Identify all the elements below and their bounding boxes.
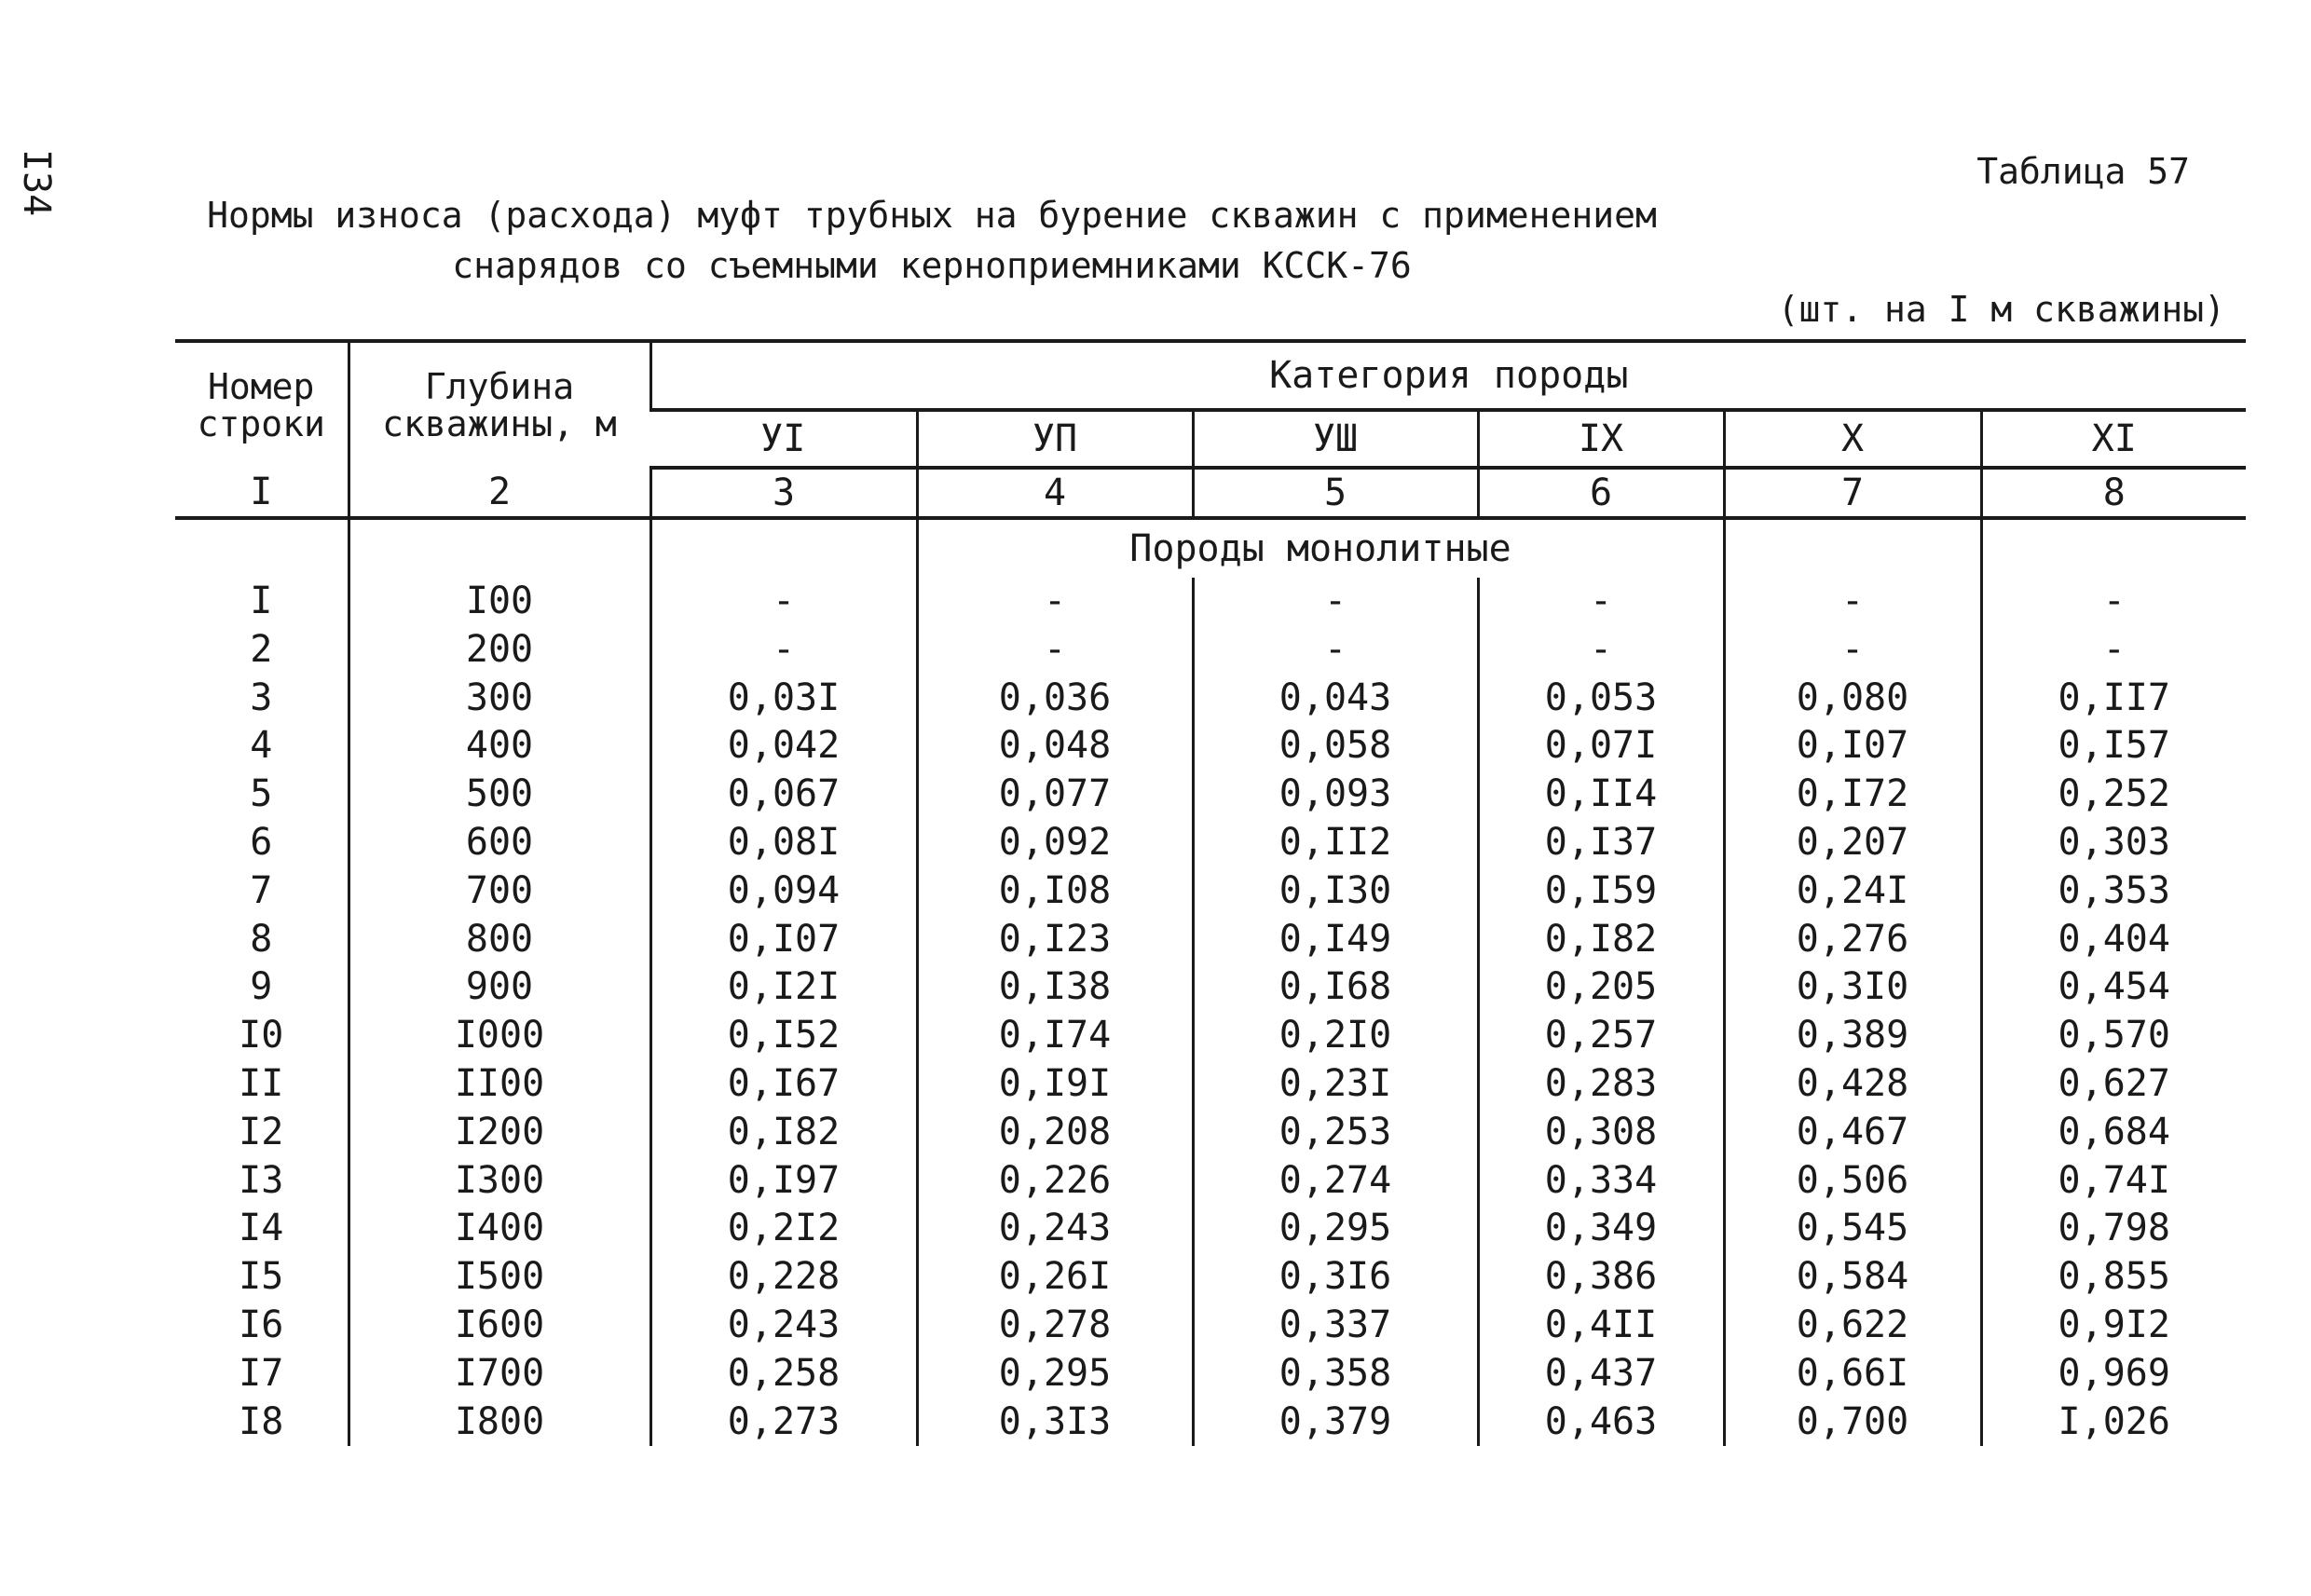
value-cell: 0,I08 (917, 867, 1193, 916)
value-cell: 0,295 (1193, 1205, 1478, 1253)
value-cell: - (1193, 626, 1478, 675)
value-cell: 0,4II (1478, 1302, 1724, 1350)
value-cell: 0,545 (1724, 1205, 1981, 1253)
value-cell: 0,258 (650, 1350, 917, 1398)
value-cell: - (1478, 578, 1724, 626)
value-cell: 0,I07 (650, 916, 917, 964)
value-cell: 0,798 (1981, 1205, 2246, 1253)
value-cell: 0,I38 (917, 963, 1193, 1012)
value-cell: - (650, 578, 917, 626)
row-number-cell: 9 (250, 965, 273, 1009)
row-number-cell: I4 (239, 1207, 284, 1250)
row-number-cell: II (239, 1061, 284, 1105)
row-number-cell: 4 (250, 724, 273, 768)
value-cell: 0,252 (1981, 771, 2246, 819)
depth-cell: 800 (349, 916, 650, 964)
value-cell: 0,23I (1193, 1060, 1478, 1109)
table-row (175, 1302, 2246, 1350)
row-number-cell: 7 (250, 868, 273, 912)
value-cell: 0,036 (917, 675, 1193, 723)
value-cell: 0,058 (1193, 722, 1478, 771)
value-cell: 0,24I (1724, 867, 1981, 916)
table-row (175, 867, 2246, 916)
depth-cell: 200 (349, 626, 650, 675)
value-cell: - (1724, 578, 1981, 626)
value-cell: 0,428 (1724, 1060, 1981, 1109)
value-cell: 0,093 (1193, 771, 1478, 819)
value-cell: 0,207 (1724, 819, 1981, 867)
value-cell: 0,208 (917, 1109, 1193, 1157)
value-cell: 0,684 (1981, 1109, 2246, 1157)
depth-cell: I000 (349, 1012, 650, 1060)
value-cell: 0,I74 (917, 1012, 1193, 1060)
table-label: Таблица 57 (1976, 151, 2190, 192)
depth-cell: I400 (349, 1205, 650, 1253)
row-number-cell: 3 (250, 675, 273, 719)
depth-cell: II00 (349, 1060, 650, 1109)
value-cell: - (1478, 626, 1724, 675)
value-cell: 0,I07 (1724, 722, 1981, 771)
value-cell: 0,I37 (1478, 819, 1724, 867)
value-cell: 0,353 (1981, 867, 2246, 916)
category-header: УШ (1193, 410, 1478, 468)
value-cell: 0,334 (1478, 1157, 1724, 1206)
value-cell: 0,I68 (1193, 963, 1478, 1012)
value-cell: - (650, 626, 917, 675)
value-cell: 0,077 (917, 771, 1193, 819)
depth-cell: I500 (349, 1253, 650, 1302)
value-cell: 0,389 (1724, 1012, 1981, 1060)
value-cell: 0,2I2 (650, 1205, 917, 1253)
depth-cell: 500 (349, 771, 650, 819)
table-title-line-1: Нормы износа (расхода) муфт трубных на бурение скважин с применением (207, 195, 1657, 236)
value-cell: 0,I82 (1478, 916, 1724, 964)
depth-cell: 900 (349, 963, 650, 1012)
value-cell: 0,067 (650, 771, 917, 819)
value-cell: 0,03I (650, 675, 917, 723)
value-cell: 0,243 (650, 1302, 917, 1350)
table-row (175, 1253, 2246, 1302)
value-cell: 0,404 (1981, 916, 2246, 964)
depth-cell: 300 (349, 675, 650, 723)
row-number-cell: 6 (250, 820, 273, 864)
value-cell: - (1981, 578, 2246, 626)
column-number: 8 (1981, 468, 2246, 518)
value-cell: 0,283 (1478, 1060, 1724, 1109)
row-number-cell: I (250, 580, 273, 622)
value-cell: 0,043 (1193, 675, 1478, 723)
header-category: Категория породы (650, 341, 2246, 410)
value-cell: 0,07I (1478, 722, 1724, 771)
depth-cell: I300 (349, 1157, 650, 1206)
table-row (175, 1012, 2246, 1060)
depth-cell: 700 (349, 867, 650, 916)
value-cell: 0,66I (1724, 1350, 1981, 1398)
table-row (175, 1350, 2246, 1398)
depth-cell: I700 (349, 1350, 650, 1398)
table-row (175, 1109, 2246, 1157)
value-cell: 0,II2 (1193, 819, 1478, 867)
value-cell: 0,I2I (650, 963, 917, 1012)
column-number: 5 (1193, 468, 1478, 518)
value-cell: 0,205 (1478, 963, 1724, 1012)
value-cell: 0,308 (1478, 1109, 1724, 1157)
value-cell: 0,855 (1981, 1253, 2246, 1302)
table-row (175, 771, 2246, 819)
value-cell: 0,303 (1981, 819, 2246, 867)
value-cell: 0,700 (1724, 1398, 1981, 1447)
value-cell: 0,I97 (650, 1157, 917, 1206)
value-cell: 0,349 (1478, 1205, 1724, 1253)
row-number-cell: I0 (239, 1014, 284, 1057)
category-header: IX (1478, 410, 1724, 468)
category-header: XI (1981, 410, 2246, 468)
value-cell: 0,2I0 (1193, 1012, 1478, 1060)
value-cell: - (917, 578, 1193, 626)
value-cell: 0,092 (917, 819, 1193, 867)
column-number: 7 (1724, 468, 1981, 518)
value-cell: 0,I49 (1193, 916, 1478, 964)
value-cell: 0,080 (1724, 675, 1981, 723)
value-cell: 0,048 (917, 722, 1193, 771)
section-row (175, 518, 2246, 578)
value-cell: 0,278 (917, 1302, 1193, 1350)
value-cell: 0,08I (650, 819, 917, 867)
table-row (175, 1398, 2246, 1447)
value-cell: I,026 (1981, 1398, 2246, 1447)
row-number-cell: 5 (250, 772, 273, 816)
table-row (175, 1060, 2246, 1109)
header-row-number: Номер строки (175, 341, 349, 468)
value-cell: 0,969 (1981, 1350, 2246, 1398)
depth-cell: I00 (349, 578, 650, 626)
value-cell: 0,3I6 (1193, 1253, 1478, 1302)
row-number-cell: I5 (239, 1255, 284, 1299)
value-cell: 0,337 (1193, 1302, 1478, 1350)
norms-table (175, 339, 2246, 1446)
column-number: 6 (1478, 468, 1724, 518)
value-cell: 0,3I0 (1724, 963, 1981, 1012)
units-note: (шт. на I м скважины) (1777, 289, 2225, 330)
value-cell: 0,257 (1478, 1012, 1724, 1060)
value-cell: 0,386 (1478, 1253, 1724, 1302)
value-cell: 0,627 (1981, 1060, 2246, 1109)
table-row (175, 963, 2246, 1012)
row-number-cell: I6 (239, 1303, 284, 1346)
value-cell: 0,I67 (650, 1060, 917, 1109)
value-cell: 0,276 (1724, 916, 1981, 964)
depth-cell: 600 (349, 819, 650, 867)
value-cell: 0,I59 (1478, 867, 1724, 916)
depth-cell: I800 (349, 1398, 650, 1447)
table-row (175, 1157, 2246, 1206)
category-header: УП (917, 410, 1193, 468)
page-number: I34 (15, 149, 58, 217)
value-cell: 0,I82 (650, 1109, 917, 1157)
value-cell: 0,437 (1478, 1350, 1724, 1398)
value-cell: - (1981, 626, 2246, 675)
value-cell: 0,053 (1478, 675, 1724, 723)
value-cell: 0,454 (1981, 963, 2246, 1012)
row-number-cell: I8 (239, 1399, 284, 1443)
value-cell: 0,379 (1193, 1398, 1478, 1447)
table-row (175, 819, 2246, 867)
value-cell: 0,094 (650, 867, 917, 916)
value-cell: - (917, 626, 1193, 675)
header-depth: Глубина скважины, м (349, 341, 650, 468)
section-title: Породы монолитные (917, 518, 1724, 578)
value-cell: 0,274 (1193, 1157, 1478, 1206)
value-cell: 0,II7 (1981, 675, 2246, 723)
column-number: 4 (917, 468, 1193, 518)
depth-cell: I600 (349, 1302, 650, 1350)
table-row (175, 722, 2246, 771)
value-cell: 0,273 (650, 1398, 917, 1447)
value-cell: 0,042 (650, 722, 917, 771)
row-number-cell: I7 (239, 1351, 284, 1395)
row-number-cell: I3 (239, 1158, 284, 1202)
column-number: I (175, 468, 349, 518)
table-row (175, 916, 2246, 964)
value-cell: 0,467 (1724, 1109, 1981, 1157)
row-number-cell: 2 (250, 627, 273, 671)
table-row (175, 675, 2246, 723)
value-cell: 0,74I (1981, 1157, 2246, 1206)
value-cell: 0,584 (1724, 1253, 1981, 1302)
table-row (175, 1205, 2246, 1253)
table-row (175, 578, 2246, 626)
value-cell: - (1193, 578, 1478, 626)
depth-cell: 400 (349, 722, 650, 771)
column-number: 2 (349, 468, 650, 518)
value-cell: 0,243 (917, 1205, 1193, 1253)
value-cell: 0,I52 (650, 1012, 917, 1060)
value-cell: 0,I57 (1981, 722, 2246, 771)
value-cell: 0,463 (1478, 1398, 1724, 1447)
value-cell: 0,II4 (1478, 771, 1724, 819)
category-header: УI (650, 410, 917, 468)
value-cell: 0,358 (1193, 1350, 1478, 1398)
value-cell: 0,570 (1981, 1012, 2246, 1060)
value-cell: 0,295 (917, 1350, 1193, 1398)
value-cell: 0,622 (1724, 1302, 1981, 1350)
row-number-cell: I2 (239, 1110, 284, 1153)
value-cell: 0,I30 (1193, 867, 1478, 916)
value-cell: 0,253 (1193, 1109, 1478, 1157)
value-cell: 0,3I3 (917, 1398, 1193, 1447)
depth-cell: I200 (349, 1109, 650, 1157)
table-title-line-2: снарядов со съемными керноприемниками КССК-76 (452, 245, 1412, 286)
value-cell: 0,228 (650, 1253, 917, 1302)
column-number-row (175, 468, 2246, 518)
value-cell: - (1724, 626, 1981, 675)
value-cell: 0,506 (1724, 1157, 1981, 1206)
value-cell: 0,9I2 (1981, 1302, 2246, 1350)
value-cell: 0,I72 (1724, 771, 1981, 819)
value-cell: 0,I23 (917, 916, 1193, 964)
column-number: 3 (650, 468, 917, 518)
value-cell: 0,26I (917, 1253, 1193, 1302)
table-row (175, 626, 2246, 675)
category-header: X (1724, 410, 1981, 468)
row-number-cell: 8 (250, 917, 273, 961)
value-cell: 0,226 (917, 1157, 1193, 1206)
value-cell: 0,I9I (917, 1060, 1193, 1109)
